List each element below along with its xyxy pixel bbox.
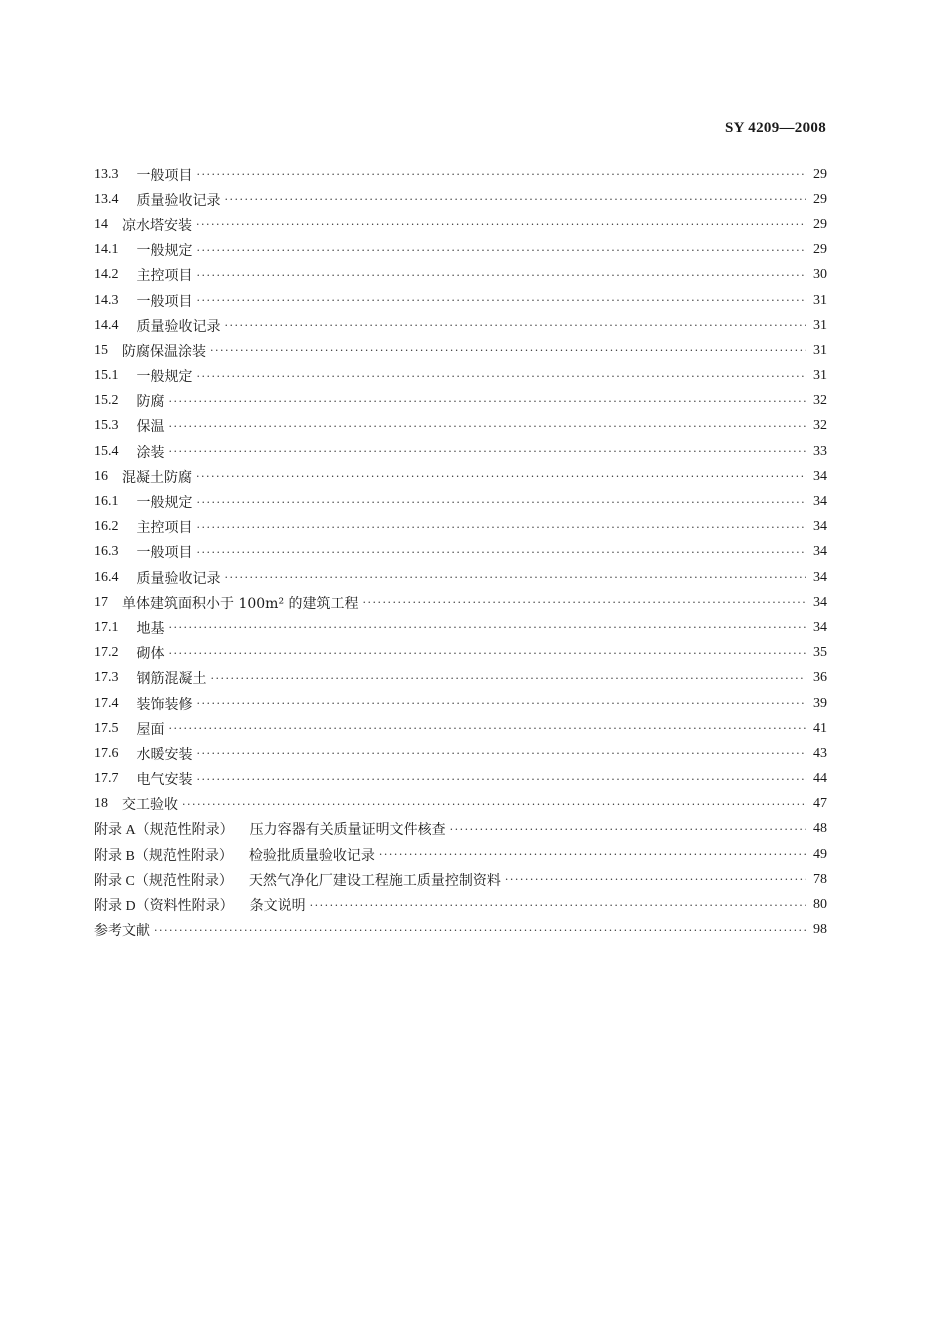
toc-entry-title: 一般项目 — [136, 293, 193, 310]
toc-entry-title: 一般项目 — [136, 545, 193, 562]
toc-entry-title: 条文说明 — [249, 898, 306, 915]
toc-entry-number: 15.1 — [94, 368, 119, 384]
toc-dot-leader — [225, 194, 807, 205]
toc-entry-number: 16.2 — [94, 519, 119, 535]
toc-entry[interactable] — [94, 263, 827, 288]
table-of-contents — [94, 162, 827, 943]
toc-entry-page: 30 — [813, 267, 827, 283]
toc-entry-title: 主控项目 — [136, 268, 193, 285]
toc-dot-leader — [197, 774, 807, 785]
toc-dot-leader — [169, 622, 807, 633]
toc-entry[interactable] — [94, 842, 827, 867]
toc-entry-number: 15.2 — [94, 393, 119, 409]
toc-entry-title: 一般项目 — [136, 167, 193, 184]
toc-entry[interactable] — [94, 641, 827, 666]
toc-entry-number: 14.2 — [94, 267, 119, 283]
toc-entry-title: 钢筋混凝土 — [136, 671, 207, 688]
toc-entry-page: 29 — [813, 166, 827, 182]
toc-entry[interactable] — [94, 565, 827, 590]
toc-entry[interactable] — [94, 590, 827, 615]
toc-entry-number: 15.4 — [94, 443, 119, 459]
toc-entry[interactable] — [94, 162, 827, 187]
toc-entry[interactable] — [94, 666, 827, 691]
toc-entry-number: 17.6 — [94, 745, 119, 761]
toc-dot-leader — [379, 849, 806, 860]
toc-entry[interactable] — [94, 741, 827, 766]
toc-entry-number: 16.1 — [94, 494, 119, 510]
toc-entry[interactable] — [94, 313, 827, 338]
toc-entry-number: 17.1 — [94, 619, 119, 635]
toc-entry-page: 32 — [813, 418, 827, 434]
toc-entry[interactable] — [94, 892, 827, 917]
toc-entry-page: 34 — [813, 594, 827, 610]
toc-entry[interactable] — [94, 414, 827, 439]
toc-entry[interactable] — [94, 817, 827, 842]
toc-dot-leader — [169, 446, 807, 457]
toc-entry-number: 15.3 — [94, 418, 119, 434]
toc-entry-title: 装饰装修 — [136, 696, 193, 713]
toc-dot-leader — [197, 522, 807, 533]
toc-entry-page: 31 — [813, 368, 827, 384]
toc-dot-leader — [225, 572, 807, 583]
toc-entry-title: 保温 — [136, 419, 165, 436]
toc-entry-number: 17.2 — [94, 645, 119, 661]
toc-dot-leader — [225, 320, 807, 331]
toc-entry-title: 防腐 — [136, 394, 165, 411]
toc-entry-title: 一般规定 — [136, 495, 193, 512]
toc-entry-number: 13.3 — [94, 166, 119, 182]
toc-entry-page: 31 — [813, 292, 827, 308]
toc-entry-number: 16.4 — [94, 569, 119, 585]
toc-entry-number: 17.7 — [94, 771, 119, 787]
toc-entry-page: 31 — [813, 317, 827, 333]
toc-entry-title: 凉水塔安装 — [122, 217, 192, 234]
toc-entry[interactable] — [94, 212, 827, 237]
toc-entry-number: 17.4 — [94, 695, 119, 711]
toc-entry-number: 18 — [94, 796, 108, 812]
toc-entry-title: 屋面 — [136, 721, 165, 738]
toc-entry-number: 附录 D（资料性附录） — [94, 899, 234, 915]
toc-entry-title: 防腐保温涂装 — [122, 343, 206, 360]
toc-entry-title: 砌体 — [136, 646, 165, 663]
toc-dot-leader — [169, 421, 807, 432]
toc-entry-page: 34 — [813, 569, 827, 585]
toc-dot-leader — [197, 169, 807, 180]
toc-entry-page: 35 — [813, 645, 827, 661]
toc-entry[interactable] — [94, 767, 827, 792]
toc-dot-leader — [197, 245, 807, 256]
toc-entry[interactable] — [94, 540, 827, 565]
toc-entry-page: 29 — [813, 191, 827, 207]
toc-dot-leader — [197, 748, 807, 759]
toc-entry-page: 29 — [813, 242, 827, 258]
toc-entry-number: 15 — [94, 342, 108, 358]
toc-dot-leader — [197, 371, 807, 382]
toc-dot-leader — [363, 597, 806, 608]
toc-entry-title: 一般规定 — [136, 243, 193, 260]
toc-entry-title: 一般规定 — [136, 369, 193, 386]
toc-entry-page: 34 — [813, 519, 827, 535]
toc-entry-number: 16.3 — [94, 544, 119, 560]
toc-entry[interactable] — [94, 792, 827, 817]
toc-entry-page: 34 — [813, 544, 827, 560]
toc-dot-leader — [169, 396, 807, 407]
toc-entry[interactable] — [94, 364, 827, 389]
toc-entry[interactable] — [94, 716, 827, 741]
toc-entry-page: 34 — [813, 494, 827, 510]
toc-dot-leader — [182, 799, 806, 810]
toc-entry-number: 14.4 — [94, 317, 119, 333]
toc-entry-page: 48 — [813, 821, 827, 837]
toc-entry[interactable] — [94, 288, 827, 313]
toc-dot-leader — [154, 925, 806, 936]
toc-dot-leader — [505, 874, 806, 885]
toc-entry-number: 14.3 — [94, 292, 119, 308]
toc-entry-number: 附录 B（规范性附录） — [94, 848, 233, 864]
toc-entry[interactable] — [94, 338, 827, 363]
toc-entry-title: 电气安装 — [136, 772, 193, 789]
toc-dot-leader — [211, 673, 807, 684]
toc-entry-page: 98 — [813, 922, 827, 938]
toc-entry-number: 17.5 — [94, 720, 119, 736]
toc-dot-leader — [210, 345, 806, 356]
toc-entry-number: 附录 A（规范性附录） — [94, 823, 234, 839]
toc-entry-page: 36 — [813, 670, 827, 686]
toc-entry-title: 压力容器有关质量证明文件核查 — [249, 822, 446, 839]
toc-entry[interactable] — [94, 515, 827, 540]
toc-dot-leader — [196, 471, 806, 482]
toc-entry-page: 29 — [813, 216, 827, 232]
toc-entry-title: 参考文献 — [94, 923, 150, 940]
toc-entry-title: 检验批质量验收记录 — [248, 847, 375, 864]
toc-entry-page: 49 — [813, 846, 827, 862]
toc-entry-number: 14.1 — [94, 242, 119, 258]
toc-entry-page: 32 — [813, 393, 827, 409]
toc-entry-title: 天然气净化厂建设工程施工质量控制资料 — [248, 872, 501, 889]
toc-entry[interactable] — [94, 691, 827, 716]
toc-dot-leader — [197, 547, 807, 558]
toc-dot-leader — [197, 270, 807, 281]
toc-entry-page: 34 — [813, 619, 827, 635]
toc-entry[interactable] — [94, 238, 827, 263]
toc-entry-page: 39 — [813, 695, 827, 711]
toc-entry-number: 附录 C（规范性附录） — [94, 873, 233, 889]
toc-entry[interactable] — [94, 464, 827, 489]
toc-dot-leader — [310, 900, 806, 911]
toc-entry[interactable] — [94, 918, 827, 943]
toc-dot-leader — [197, 497, 807, 508]
toc-dot-leader — [196, 219, 806, 230]
toc-entry[interactable] — [94, 439, 827, 464]
toc-entry-page: 34 — [813, 468, 827, 484]
toc-entry-number: 17 — [94, 594, 108, 610]
toc-entry[interactable] — [94, 867, 827, 892]
toc-entry-title: 主控项目 — [136, 520, 193, 537]
toc-dot-leader — [450, 824, 806, 835]
toc-entry-number: 17.3 — [94, 670, 119, 686]
toc-entry-title: 质量验收记录 — [136, 192, 221, 209]
toc-entry-title: 质量验收记录 — [136, 318, 221, 335]
toc-entry-page: 44 — [813, 771, 827, 787]
toc-entry-page: 43 — [813, 745, 827, 761]
toc-entry-page: 80 — [813, 897, 827, 913]
toc-dot-leader — [197, 698, 807, 709]
toc-dot-leader — [169, 648, 807, 659]
toc-entry-title: 质量验收记录 — [136, 570, 221, 587]
toc-entry-title: 单体建筑面积小于 100m² 的建筑工程 — [122, 595, 359, 612]
toc-entry-page: 31 — [813, 342, 827, 358]
toc-entry-number: 13.4 — [94, 191, 119, 207]
toc-entry-number: 16 — [94, 468, 108, 484]
toc-dot-leader — [197, 295, 807, 306]
toc-entry-title: 混凝土防腐 — [122, 469, 192, 486]
toc-entry-page: 41 — [813, 720, 827, 736]
toc-entry[interactable] — [94, 615, 827, 640]
toc-entry-page: 33 — [813, 443, 827, 459]
toc-entry[interactable] — [94, 187, 827, 212]
toc-entry[interactable] — [94, 489, 827, 514]
toc-entry-page: 47 — [813, 796, 827, 812]
toc-dot-leader — [169, 723, 807, 734]
toc-entry-page: 78 — [813, 871, 827, 887]
toc-entry-title: 地基 — [136, 620, 165, 637]
toc-entry-title: 水暖安装 — [136, 746, 193, 763]
document-code: SY 4209—2008 — [725, 120, 826, 136]
toc-entry-number: 14 — [94, 216, 108, 232]
toc-entry-title: 涂装 — [136, 444, 165, 461]
toc-entry[interactable] — [94, 389, 827, 414]
toc-entry-title: 交工验收 — [122, 797, 178, 814]
